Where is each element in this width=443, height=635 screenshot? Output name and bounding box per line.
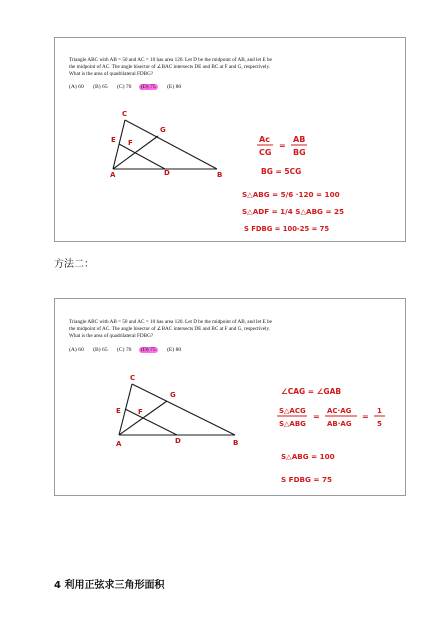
method2-work (277, 387, 385, 484)
label-g: G (170, 391, 176, 399)
choice-a: (A) 60 (69, 347, 84, 353)
solution-screenshot-1 (54, 37, 406, 242)
ratio-rhs-den: 5 (377, 420, 382, 428)
label-e: E (111, 136, 116, 144)
choice-d-highlighted: (D) 75 (140, 84, 156, 90)
method1-work (242, 135, 344, 233)
angle-equality: ∠CAG = ∠GAB (281, 387, 342, 396)
choice-c: (C) 70 (117, 84, 132, 90)
ratio-lhs-den: CG (259, 148, 272, 157)
label-d: D (164, 169, 170, 177)
segment-cb (132, 384, 235, 435)
label-a: A (110, 171, 116, 179)
method-two-heading: 方法二： (54, 259, 94, 270)
svg-text:=: = (362, 412, 369, 421)
ratio-mid-num: AC·AG (327, 407, 352, 415)
segment-cb (125, 120, 217, 169)
problem-statement: Triangle ABC with AB = 50 and AC = 10 has area 120. Let D be the midpoint of AB, and let E be the midpoint of AC. The angle bisector of ∠BAC intersects DE and BC at F and G, respectively. What is the area of quadrilateral FDBG? (69, 319, 272, 340)
triangle-diagram-2 (55, 299, 407, 497)
label-f: F (128, 139, 133, 147)
ratio-eq: = (279, 141, 286, 150)
area-fdbg-line: S FDBG = 100-25 = 75 (244, 225, 330, 233)
bg-equation: BG = 5CG (261, 167, 302, 176)
ratio-rhs-num: 1 (377, 407, 382, 415)
ratio-mid-den: AB·AG (327, 420, 352, 428)
ratio-lhs-num: Ac (259, 135, 270, 144)
ratio-rhs-num: AB (293, 135, 306, 144)
choice-b: (B) 65 (93, 347, 108, 353)
area-abg-line: S△ABG = 5/6 ·120 = 100 (242, 190, 340, 199)
choice-c: (C) 70 (117, 347, 132, 353)
ratio-rhs-den: BG (293, 148, 306, 157)
area-fdbg-line: S FDBG = 75 (281, 475, 332, 484)
ratio-lhs-num: S△ACG (279, 407, 306, 415)
area-adf-line: S△ADF = 1/4 S△ABG = 25 (242, 207, 344, 216)
label-c: C (130, 374, 136, 382)
choice-e: (E) 80 (167, 347, 182, 353)
choice-d-highlighted: (D) 75 (140, 347, 156, 353)
label-b: B (233, 439, 239, 447)
label-a: A (116, 440, 122, 448)
label-d: D (175, 437, 181, 445)
triangle-diagram-1 (55, 38, 407, 243)
choice-b: (B) 65 (93, 84, 108, 90)
choice-e: (E) 80 (167, 84, 182, 90)
section-heading: 4 利用正弦求三角形面积 (54, 580, 165, 591)
solution-screenshot-2 (54, 298, 406, 496)
label-e: E (116, 407, 121, 415)
label-g: G (160, 126, 166, 134)
problem-statement: Triangle ABC with AB = 50 and AC = 10 has area 120. Let D be the midpoint of AB, and let E be the midpoint of AC. The angle bisector of ∠BAC intersects DE and BC at F and G, respectively. What is the area of quadrilateral FDBG? (69, 57, 272, 78)
choice-a: (A) 60 (69, 84, 84, 90)
label-f: F (138, 408, 143, 416)
ratio-lhs-den: S△ABG (279, 420, 306, 428)
label-c: C (122, 110, 128, 118)
area-abg-line: S△ABG = 100 (281, 452, 335, 461)
label-b: B (217, 171, 223, 179)
svg-text:=: = (313, 412, 320, 421)
